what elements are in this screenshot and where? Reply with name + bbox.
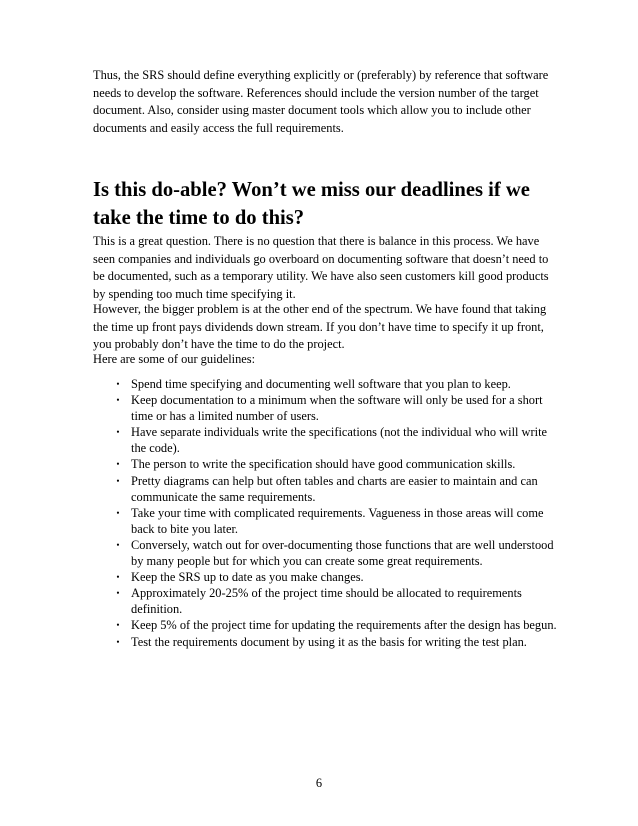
list-item-text: Spend time specifying and documenting well software that you plan to keep. — [131, 377, 511, 391]
list-item-text: Pretty diagrams can help but often tables and charts are easier to maintain and can communicate the same requirements. — [131, 473, 538, 504]
list-item — [93, 505, 563, 537]
list-item — [93, 569, 563, 585]
list-item — [93, 376, 563, 392]
list-item-text: Keep 5% of the project time for updating the requirements after the design has begun. — [131, 618, 557, 633]
bullet-icon: • — [116, 620, 120, 631]
list-item-text: The person to write the specification should have good communication skills. — [131, 457, 516, 472]
paragraph-block-2 — [93, 301, 555, 354]
bullet-icon: • — [116, 636, 120, 647]
paragraph-block-3 — [93, 351, 555, 369]
bullet-icon: • — [116, 427, 120, 438]
list-item — [93, 585, 563, 617]
section-heading: Is this do-able? Won’t we miss our deadlines if we take the time to do this? — [93, 179, 530, 229]
intro-paragraph-block — [93, 67, 555, 137]
guidelines-list — [93, 376, 563, 650]
guidelines-intro: Here are some of our guidelines: — [93, 352, 256, 366]
list-item — [93, 424, 563, 456]
list-item — [93, 537, 563, 569]
bullet-icon: • — [116, 507, 120, 518]
list-item-text: Keep documentation to a minimum when the software will only be used for a short time or has a limited number of users. — [131, 393, 543, 424]
bullet-icon: • — [116, 475, 120, 486]
list-item-text: Approximately 20-25% of the project time should be allocated to requirements definition. — [131, 586, 522, 617]
list-item — [93, 392, 563, 424]
body-paragraph: This is a great question. There is no question that there is balance in this process. We have seen companies and individuals go overboard on documenting software that doesn’t need to be documented, such as a temporary utility. We have also seen customers kill good products by spending too much time specifying it. — [93, 234, 549, 301]
bullet-icon: • — [116, 572, 120, 583]
list-item-text: Test the requirements document by using it as the basis for writing the test plan. — [131, 634, 527, 649]
list-item-text: Conversely, watch out for over-documenting those functions that are well understood by many people but for which you can create some great requirements. — [131, 537, 554, 569]
bullet-icon: • — [116, 588, 120, 599]
list-item-text: Take your time with complicated requirements. Vagueness in those areas will come back to bite you later. — [131, 505, 544, 536]
list-item — [93, 456, 563, 472]
list-item — [93, 473, 563, 505]
bullet-icon: • — [116, 459, 120, 470]
paragraph-block-1 — [93, 233, 555, 303]
list-item-text: Have separate individuals write the specifications (not the individual who will write the code). — [131, 425, 548, 456]
body-paragraph: However, the bigger problem is at the other end of the spectrum. We have found that taking the time up front pays dividends down stream. If you don’t have time to specify it up front, you probably don’t have the time to do the project. — [93, 302, 547, 352]
bullet-icon: • — [116, 539, 120, 550]
list-item — [93, 617, 563, 633]
list-item-text: Keep the SRS up to date as you make changes. — [131, 570, 364, 585]
intro-paragraph: Thus, the SRS should define everything explicitly or (preferably) by reference that software needs to develop the software. References should include the version number of the target document. Also, consider using master document tools which allow you to include other documents and easily access the full requirements. — [93, 68, 549, 135]
list-item — [93, 634, 563, 650]
bullet-icon: • — [116, 395, 120, 406]
page-number: 6 — [315, 776, 323, 790]
bullet-icon: • — [116, 379, 120, 389]
